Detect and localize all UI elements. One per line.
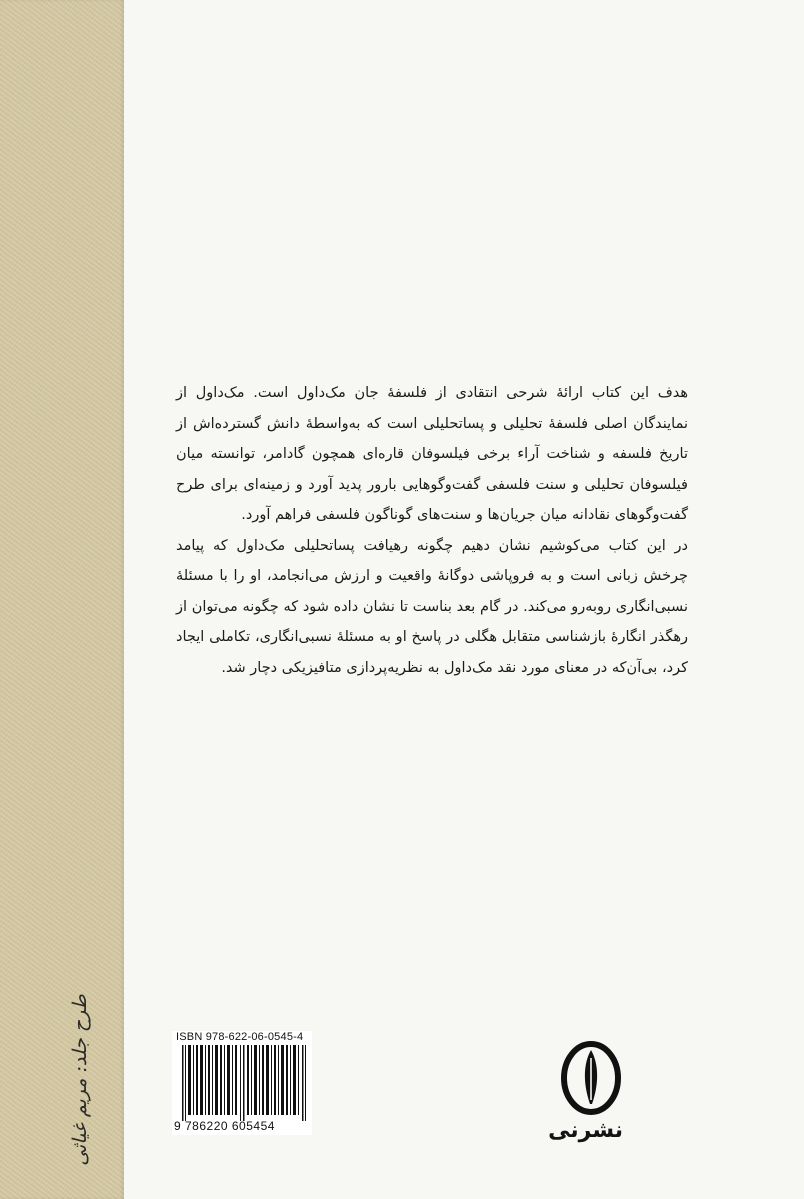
back-cover-blurb xyxy=(176,378,688,683)
reed-pen-logo-icon xyxy=(559,1040,623,1116)
blurb-paragraph: هدف این کتاب ارائهٔ شرحی انتقادی از فلسفهٔ جان مک‌داول است. مک‌داول از نمایندگان اصلی فلسفهٔ تحلیلی و پساتحلیلی است که به‌واسطهٔ دانش گسترده‌اش از تاریخ فلسفه و شناخت آراء برخی فیلسوفان قاره‌ای همچون گادامر، توانسته میان فیلسوفان تحلیلی و سنت فلسفی گفت‌وگوهایی بارور پدید آورد و زمینه‌ای برای طرح گفت‌وگوهای نقادانه میان جریان‌ها و سنت‌های گوناگون فلسفی فراهم آورد. xyxy=(176,385,688,523)
barcode-icon xyxy=(180,1045,308,1121)
blurb-paragraph: در این کتاب می‌کوشیم نشان دهیم چگونه رهیافت پساتحلیلی مک‌داول که پیامد چرخش زبانی است و به فروپاشی دوگانهٔ واقعیت و ارزش می‌انجامد، او را با مسئلهٔ نسبی‌انگاری روبه‌رو می‌کند. در گام بعد بناست تا نشان داده شود که چگونه می‌توان از رهگذر انگارهٔ بازشناسی متقابل هگلی در پاسخ او به مسئلهٔ نسبی‌انگاری، تکاملی ایجاد کرد، بی‌آن‌که در معنای مورد نقد مک‌داول به نظریه‌پردازی متافیزیکی دچار شد. xyxy=(176,537,688,676)
cover-designer-signature: طرح جلد: مریم غیاثی xyxy=(69,994,91,1166)
isbn-label: ISBN 978-622-06-0545-4 xyxy=(176,1031,304,1043)
isbn-barcode-block xyxy=(172,1031,312,1135)
publisher-logo xyxy=(548,1040,623,1160)
textured-spine-band xyxy=(0,0,124,1199)
publisher-name: نشرنی xyxy=(548,1118,623,1143)
barcode-number: 9 786220 605454 xyxy=(174,1119,275,1133)
